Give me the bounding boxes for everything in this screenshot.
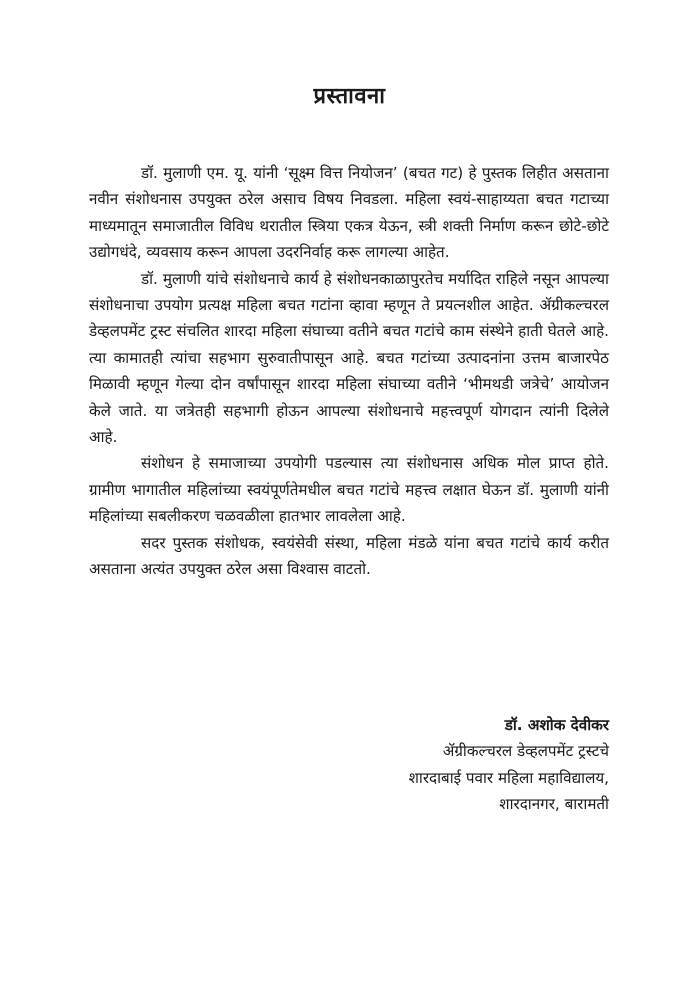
signatory-affiliation-line: शारदानगर, बारामती (499, 795, 609, 814)
signature-block (409, 712, 609, 818)
paragraph: संशोधन हे समाजाच्या उपयोगी पडल्यास त्या संशोधनास अधिक मोल प्राप्त होते. ग्रामीण भागातील महिलांच्या स्वयंपूर्णतेमधील बचत गटांचे महत्त्व लक्षात घेऊन डॉ. मुलाणी यांनी महिलांच्या सबलीकरण चळवळीला हातभार लावलेला आहे. (89, 454, 609, 526)
signatory-affiliation-line: ॲग्रीकल्चरल डेव्हलपमेंट ट्रस्टचे (442, 742, 609, 761)
paragraph: डॉ. मुलाणी यांचे संशोधनाचे कार्य हे संशोधनकाळापुरतेच मर्यादित राहिले नसून आपल्या संशोधनाचा उपयोग प्रत्यक्ष महिला बचत गटांना व्हावा म्हणून ते प्रयत्नशील आहेत. ॲग्रीकल्चरल डेव्हलपमेंट ट्रस्ट संचलित शारदा महिला संघाच्या वतीने बचत गटांचे काम संस्थेने हाती घेतले आहे. त्या कामातही त्यांचा सहभाग सुरुवातीपासून आहे. बचत गटांच्या उत्पादनांना उत्तम बाजारपेठ मिळावी म्हणून गेल्या दोन वर्षांपासून शारदा महिला संघाच्या वतीने ‘भीमथडी जत्रेचे’ आयोजन केले जाते. या जत्रेतही सहभागी होऊन आपल्या संशोधनाचे महत्त्वपूर्ण योगदान त्यांनी दिलेले आहे. (89, 269, 609, 447)
page-title: प्रस्तावना (313, 84, 386, 109)
preface-body (89, 160, 609, 583)
paragraph: सदर पुस्तक संशोधक, स्वयंसेवी संस्था, महिला मंडळे यांना बचत गटांचे कार्य करीत असताना अत्यंत उपयुक्त ठरेल असा विश्वास वाटतो. (89, 533, 609, 579)
paragraph: डॉ. मुलाणी एम. यू. यांनी ‘सूक्ष्म वित्त नियोजन’ (बचत गट) हे पुस्तक लिहीत असताना नवीन संशोधनास उपयुक्त ठरेल असाच विषय निवडला. महिला स्वयं-साहाय्यता बचत गटाच्या माध्यमातून समाजातील विविध थरातील स्त्रिया एकत्र येऊन, स्त्री शक्ती निर्माण करून छोटे-छोटे उद्योगधंदे, व्यवसाय करून आपला उदरनिर्वाह करू लागल्या आहेत. (89, 164, 609, 262)
signatory-name: डॉ. अशोक देवीकर (504, 716, 609, 734)
signatory-affiliation-line: शारदाबाई पवार महिला महाविद्यालय, (408, 768, 609, 787)
